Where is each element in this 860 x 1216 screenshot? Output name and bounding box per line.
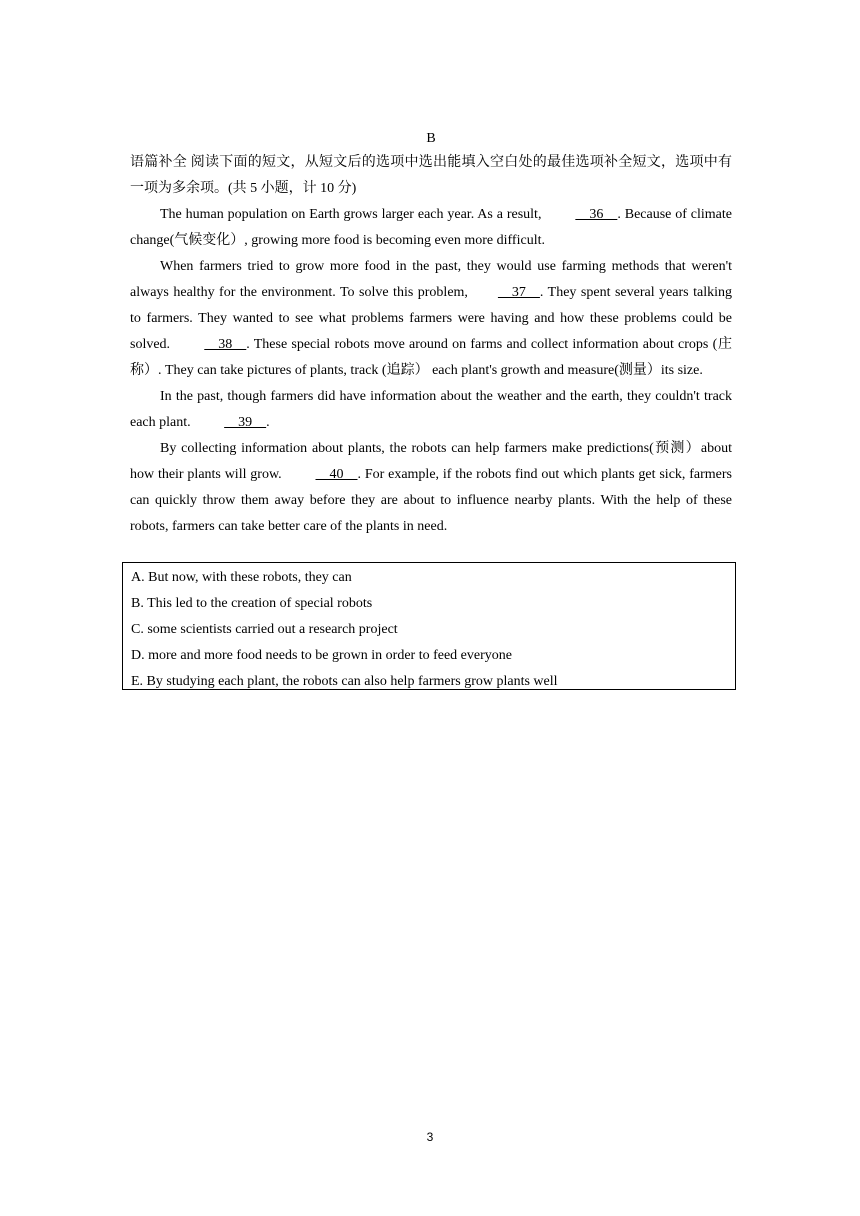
passage-paragraph	[130, 384, 732, 436]
passage-paragraph	[130, 436, 732, 540]
passage-text: In the past, though farmers did have information about the weather and the earth, they couldn't track each plant.	[130, 389, 732, 430]
option-item: C. some scientists carried out a research project	[131, 622, 398, 637]
passage-text: .	[266, 415, 270, 430]
answer-blank[interactable]: 39	[224, 415, 267, 430]
section-heading: B	[426, 131, 436, 146]
document-body	[130, 130, 732, 540]
passage-text: . These special robots move around on farms and collect information about crops (庄称）. They can take pictures of plants, track (追踪） each plant's growth and measure(测量）its size.	[130, 337, 732, 378]
passage-paragraph	[130, 202, 732, 254]
option-item: A. But now, with these robots, they can	[131, 570, 352, 585]
instructions-text: 语篇补全 阅读下面的短文，从短文后的选项中选出能填入空白处的最佳选项补全短文，选项中有一项为多余项。(共 5 小题，计 10 分)	[130, 155, 732, 196]
answer-blank[interactable]: 38	[204, 337, 247, 352]
passage-text: By collecting information about plants, the robots can help farmers make predictions(预测）about how their plants will grow.	[130, 441, 732, 482]
passage-text: The human population on Earth grows larger each year. As a result,	[160, 207, 546, 222]
option-item: D. more and more food needs to be grown in order to feed everyone	[131, 648, 512, 663]
option-item: E. By studying each plant, the robots can also help farmers grow plants well	[131, 674, 558, 689]
passage-text: . They spent several years talking to farmers. They wanted to see what problems farmers were having and how these problems could be solved.	[130, 285, 732, 352]
passage-text: . For example, if the robots find out which plants get sick, farmers can quickly throw them away before they are about to influence nearby plants. With the help of these robots, farmers can take better care of the plants in need.	[130, 467, 732, 534]
answer-blank[interactable]: 37	[497, 285, 540, 300]
passage-text: . Because of climate change(气候变化）, growing more food is becoming even more difficult.	[130, 207, 732, 248]
passage-paragraph	[130, 254, 732, 384]
answer-blank[interactable]: 40	[315, 467, 358, 482]
answer-blank[interactable]: 36	[575, 207, 618, 222]
options-box	[122, 562, 736, 690]
passage	[130, 202, 732, 540]
page-number: 3	[426, 1130, 434, 1144]
passage-text: When farmers tried to grow more food in the past, they would use farming methods that weren't always healthy for the environment. To solve this problem,	[130, 259, 732, 300]
option-item: B. This led to the creation of special robots	[131, 596, 373, 611]
